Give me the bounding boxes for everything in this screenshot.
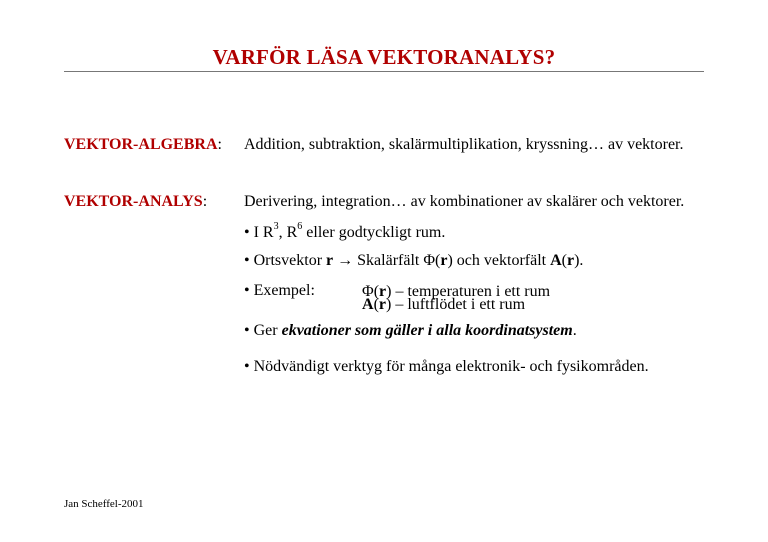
title-divider [64,71,704,72]
bullet-equations [244,322,577,340]
bullet-fields-r3: r [566,252,575,269]
example-temperature-r: r [379,283,387,300]
bullet-fields [244,252,583,270]
algebra-label [64,136,222,154]
bullet-spaces-post: eller godtyckligt rum. [302,224,446,241]
bullet-fields-r1: r [326,252,334,269]
bullet-fields-mid3: ( [561,252,567,269]
bullet-equations-pre: • Ger [244,322,282,339]
page-title: VARFÖR LÄSA VEKTORANALYS? [212,45,556,69]
bullet-fields-r2: r [440,252,448,269]
algebra-label-colon: : [217,136,222,153]
analys-label-colon: : [202,193,208,210]
bullet-tool: • Nödvändigt verktyg för många elektronik- och fysikområden. [244,358,649,375]
bullet-equations-emph: ekvationer som gäller i alla koordinatsystem [281,322,573,339]
example-airflow [362,298,525,312]
arrow-icon: → [333,252,358,269]
bullet-equations-post: . [572,322,577,339]
analys-description: Derivering, integration… av kombinationer av skalärer och vektorer. [244,193,685,210]
bullet-fields-A: A [550,252,562,269]
bullet-fields-pre: • Ortsvektor [244,252,327,269]
bullet-example-label: • Exempel: [244,282,315,299]
analys-label-text: VEKTOR-ANALYS [64,193,203,210]
example-airflow-pre: ( [373,296,379,313]
example-temperature-pre: Φ( [362,283,380,300]
algebra-description: Addition, subtraktion, skalärmultiplikation, kryssning… av vektorer. [244,136,684,153]
bullet-fields-mid2: ) och vektorfält [447,252,551,269]
bullet-spaces-sup2: 6 [297,220,303,232]
bullet-spaces-mid: , R [278,224,298,241]
bullet-spaces [244,220,446,242]
example-airflow-A: A [362,296,374,313]
example-airflow-post: ) – luftflödet i ett rum [386,296,526,313]
bullet-fields-post: ). [574,252,584,269]
example-airflow-r: r [378,296,386,313]
bullet-fields-mid: Skalärfält Φ( [357,252,441,269]
bullet-spaces-sup1: 3 [273,220,279,232]
algebra-label-text: VEKTOR-ALGEBRA [64,136,218,153]
analys-label [64,193,207,211]
footer-author: Jan Scheffel-2001 [64,498,144,510]
example-temperature-post: ) – temperaturen i ett rum [386,283,551,300]
bullet-spaces-pre: • I R [244,224,274,241]
